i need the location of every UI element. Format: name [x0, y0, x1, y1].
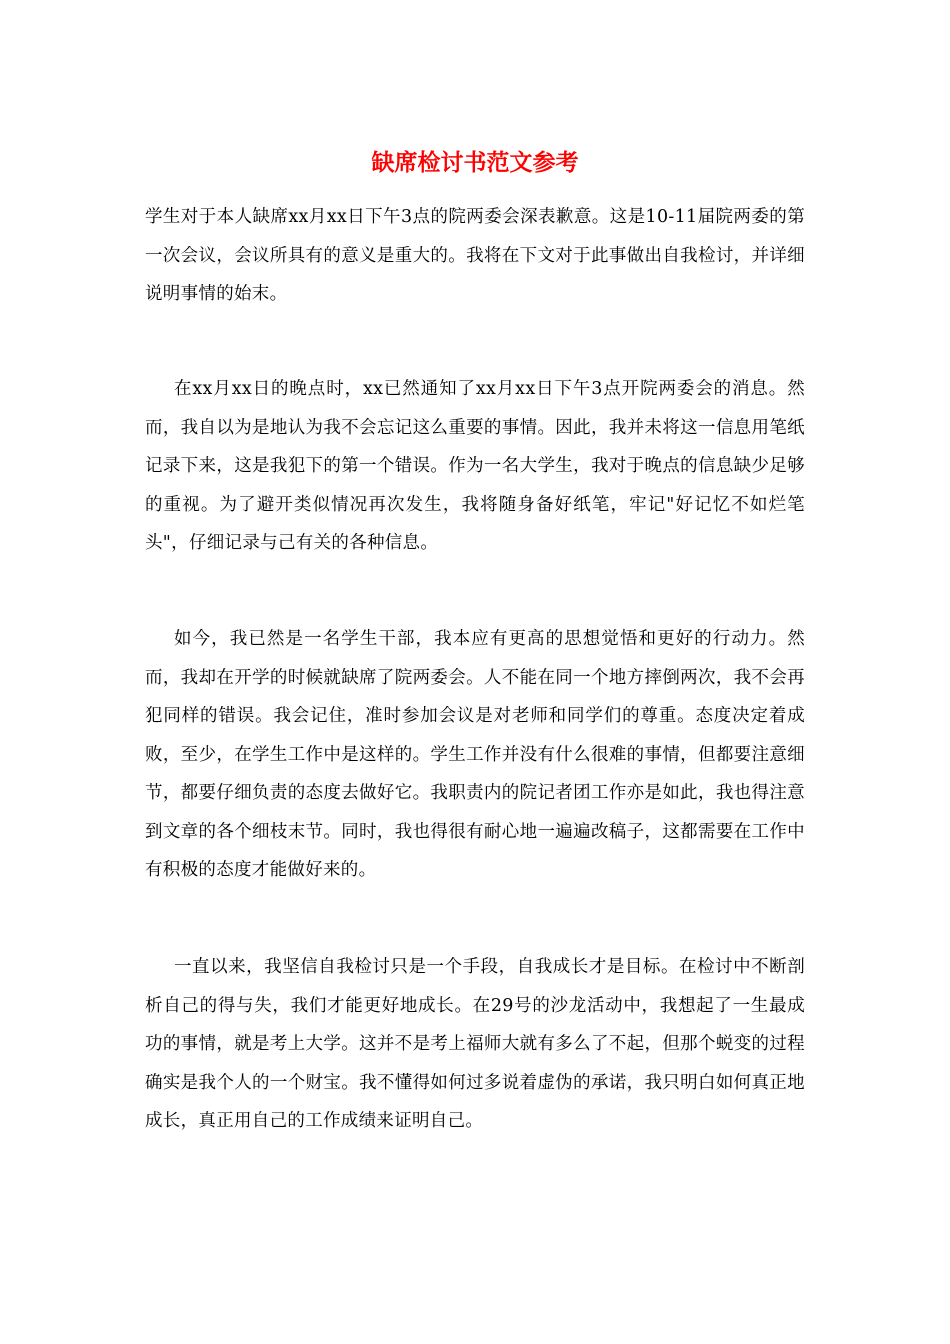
page-title: 缺席检讨书范文参考 — [371, 149, 579, 176]
paragraph-4: 一直以来，我坚信自我检讨只是一个手段，自我成长才是目标。在检讨中不断剖析自己的得与失，我们才能更好地成长。在29号的沙龙活动中，我想起了一生最成功的事情，就是考上大学。这并不是考上福师大就有多么了不起，但那个蜕变的过程确实是我个人的一个财宝。我不懂得如何过多说着虚伪的承诺，我只明白如何真正地成长，真正用自己的工作成绩来证明自己。 — [145, 957, 805, 1131]
paragraph-3: 如今，我已然是一名学生干部，我本应有更高的思想觉悟和更好的行动力。然而，我却在开学的时候就缺席了院两委会。人不能在同一个地方摔倒两次，我不会再犯同样的错误。我会记住，准时参加会议是对老师和同学们的尊重。态度决定着成败，至少，在学生工作中是这样的。学生工作并没有什么很难的事情，但都要注意细节，都要仔细负责的态度去做好它。我职责内的院记者团工作亦是如此，我也得注意到文章的各个细枝末节。同时，我也得很有耐心地一遍遍改稿子，这都需要在工作中有积极的态度才能做好来的。 — [145, 629, 805, 880]
paragraph-2: 在xx月xx日的晚点时，xx已然通知了xx月xx日下午3点开院两委会的消息。然而，我自以为是地认为我不会忘记这么重要的事情。因此，我并未将这一信息用笔纸记录下来，这是我犯下的第一个错误。作为一名大学生，我对于晚点的信息缺少足够的重视。为了避开类似情况再次发生，我将随身备好纸笔，牢记"好记忆不如烂笔头"，仔细记录与己有关的各种信息。 — [145, 379, 805, 553]
paragraph-1: 学生对于本人缺席xx月xx日下午3点的院两委会深表歉意。这是10-11届院两委的第一次会议，会议所具有的意义是重大的。我将在下文对于此事做出自我检讨，并详细说明事情的始末。 — [145, 207, 805, 304]
